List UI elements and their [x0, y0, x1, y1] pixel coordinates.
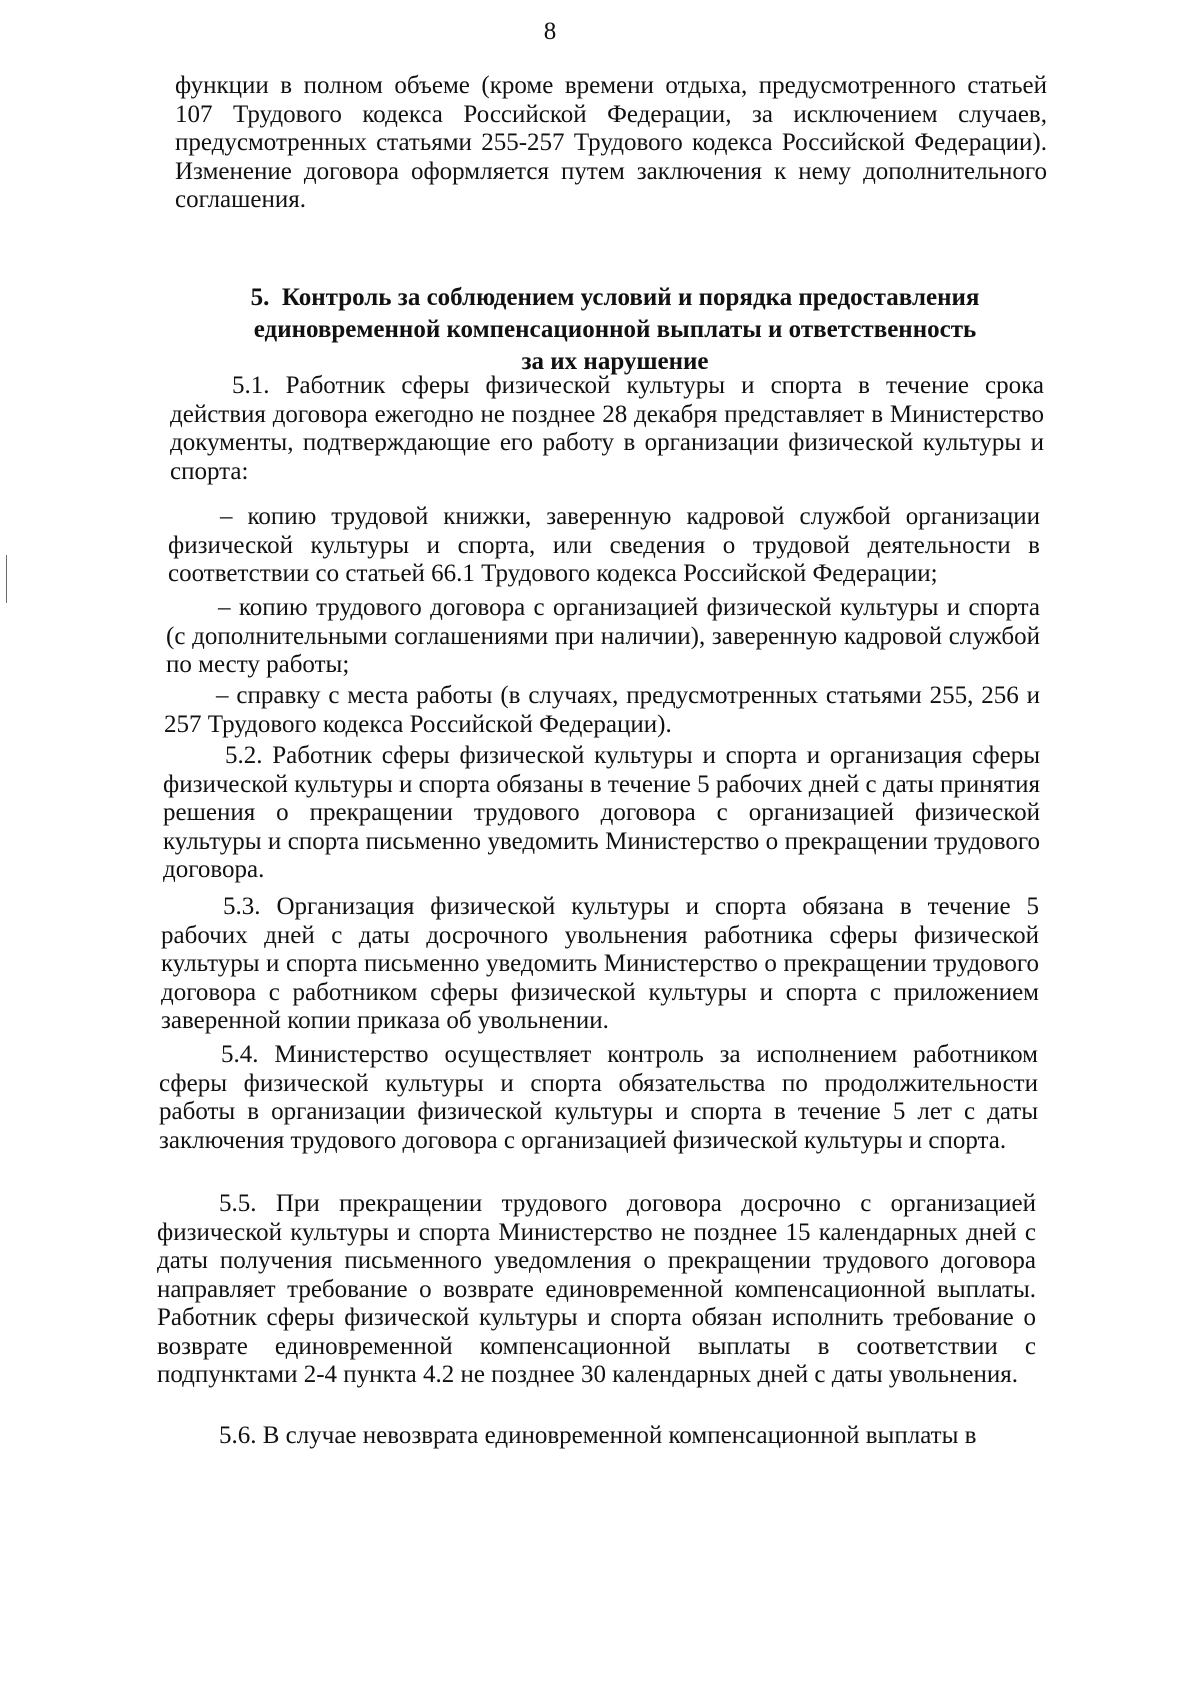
- bullet-item-3: [164, 682, 1040, 739]
- page-number: 8: [543, 18, 557, 45]
- intro-text: функции в полном объеме (кроме времени отдыха, предусмотренного статьей 107 Трудового кодекса Российской Федерации, за исключением случаев, предусмотренных статьями 255-257 Трудового кодекса Российской Федерации). Изменение договора оформляется путем заключения к нему дополнительного соглашения.: [175, 72, 1047, 213]
- paragraph-5-5: [157, 1190, 1036, 1390]
- bullet-item-1: [168, 503, 1040, 589]
- section-title-line2: единовременной компенсационной выплаты и ответственность: [253, 316, 977, 343]
- paragraph-5-6-text: 5.6. В случае невозврата единовременной компенсационной выплаты в: [219, 1422, 977, 1449]
- paragraph-5-4: [159, 1041, 1038, 1155]
- intro-paragraph: [175, 72, 1047, 215]
- section-number: 5.: [250, 284, 270, 311]
- paragraph-5-6: [157, 1422, 1035, 1451]
- section-title-line1: Контроль за соблюдением условий и порядка предоставления: [281, 284, 980, 311]
- paragraph-5-3-text: 5.3. Организация физической культуры и спорта обязана в течение 5 рабочих дней с даты досрочного увольнения работника сферы физической культуры и спорта письменно уведомить Министерство о прекращении трудового договора с работником сферы физической культуры и спорта с приложением заверенной копии приказа об увольнении.: [161, 893, 1039, 1034]
- paragraph-5-2-text: 5.2. Работник сферы физической культуры и спорта и организация сферы физической культуры и спорта обязаны в течение 5 рабочих дней с даты принятия решения о прекращении трудового договора с организацией физической культуры и спорта письменно уведомить Министерство о прекращении трудового договора.: [163, 742, 1040, 883]
- paragraph-5-2: [163, 742, 1040, 885]
- paragraph-5-1: [170, 372, 1044, 486]
- section-heading: [195, 282, 1035, 378]
- section-heading-line1: [195, 282, 1035, 314]
- paragraph-5-4-text: 5.4. Министерство осуществляет контроль за исполнением работником сферы физической культуры и спорта обязательства по продолжительности работы в организации физической культуры и спорта в течение 5 лет с даты заключения трудового договора с организацией физической культуры и спорта.: [159, 1041, 1038, 1154]
- paragraph-5-5-text: 5.5. При прекращении трудового договора досрочно с организацией физической культуры и спорта Министерство не позднее 15 календарных дней с даты получения письменного уведомления о прекращении трудового договора направляет требование о возврате единовременной компенсационной выплаты. Работник сферы физической культуры и спорта обязан исполнить требование о возврате единовременной компенсационной выплаты в соответствии с подпунктами 2-4 пункта 4.2 не позднее 30 календарных дней с даты увольнения.: [157, 1190, 1036, 1388]
- paragraph-5-3: [161, 893, 1039, 1036]
- bullet-item-1-text: – копию трудовой книжки, заверенную кадровой службой организации физической культуры и спорта, или сведения о трудовой деятельности в соответствии со статьей 66.1 Трудового кодекса Российской Федерации;: [168, 503, 1040, 587]
- scan-margin-line: [6, 555, 7, 603]
- bullet-item-3-text: – справку с места работы (в случаях, предусмотренных статьями 255, 256 и 257 Трудового кодекса Российской Федерации).: [164, 682, 1040, 738]
- bullet-item-2: [166, 594, 1040, 680]
- paragraph-5-1-text: 5.1. Работник сферы физической культуры и спорта в течение срока действия договора ежегодно не позднее 28 декабря представляет в Министерство документы, подтверждающие его работу в организации физической культуры и спорта:: [170, 372, 1044, 485]
- section-title-line3: за их нарушение: [521, 348, 709, 375]
- bullet-item-2-text: – копию трудового договора с организацией физической культуры и спорта (с дополнительными соглашениями при наличии), заверенную кадровой службой по месту работы;: [166, 594, 1040, 678]
